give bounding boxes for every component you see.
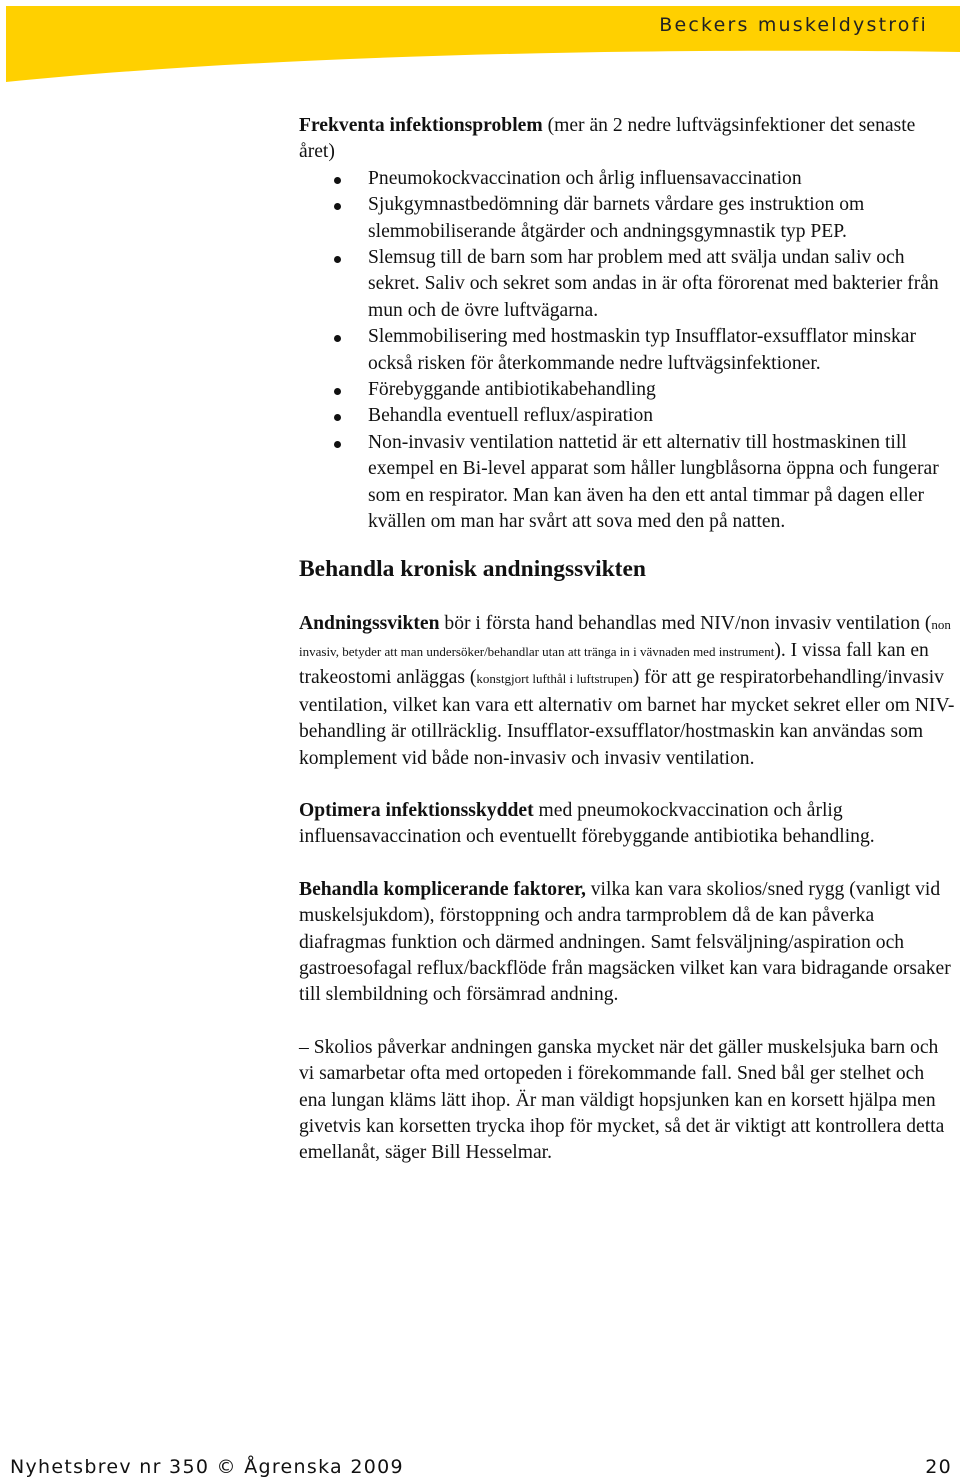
paragraph-infektionsskydd <box>299 798 955 851</box>
section1-heading-bold: Frekventa infektionsproblem <box>299 115 543 136</box>
section1-heading <box>299 113 955 166</box>
paragraph-bold: Optimera infektionsskyddet <box>299 799 534 821</box>
paragraph-text: bör i första hand behandlas med NIV/non invasiv ventilation ( <box>439 612 932 634</box>
section2-heading: Behandla kronisk andningssvikten <box>299 555 647 582</box>
section1-heading-rest: (mer än 2 nedre luftvägsinfektioner det senaste året) <box>299 115 916 163</box>
list-item: Förebyggande antibiotikabehandling <box>299 377 955 403</box>
paragraph-small-text: konstgjort lufthål i luftstrupen <box>476 671 633 687</box>
paragraph-text: ). I vissa fall kan en trakeostomi anläggas ( <box>299 639 929 689</box>
paragraph-text: med pneumokockvaccination och årlig influensavaccination och eventuellt förebyggande antibiotika behandling. <box>299 799 875 848</box>
paragraph-bold: Behandla komplicerande faktorer, <box>299 878 586 900</box>
page-number: 20 <box>925 1456 952 1478</box>
paragraph-quote: – Skolios påverkar andningen ganska mycket när det gäller muskelsjuka barn och vi samarbetar ofta med ortopeden i förekommande fall. Sned bål ger stelhet och ena lungan kläms lätt ihop. Är man väldigt hopsjunken kan en korsett hjälpa men givetvis kan korsetten trycka ihop för mycket, så det är viktigt att kontrollera detta emellanåt, säger Bill Hesselmar. <box>299 1036 945 1164</box>
list-item: Slemsug till de barn som har problem med att svälja undan saliv och sekret. Saliv och sekret som andas in är ofta förorenat med bakterier från mun och de övre luftvägarna. <box>299 245 955 324</box>
paragraph-faktorer <box>299 877 955 1009</box>
list-item: Sjukgymnastbedömning där barnets vårdare ges instruktion om slemmobiliserande åtgärder och andningsgymnastik typ PEP. <box>299 192 955 245</box>
paragraph-andningssvikten <box>299 611 955 772</box>
paragraph-text: ) för att ge respiratorbehandling/invasiv ventilation, vilket kan vara ett alternativ om barnet har mycket sekret eller om NIV-behandling är otillräcklig. Insufflator-exsufflator/hostmaskin kan användas som komplement vid både non-invasiv och invasiv ventilation. <box>299 667 955 769</box>
paragraph-small-text: non invasiv, betyder att man undersöker/behandlar utan att tränga in i vävnaden med instrument <box>299 616 951 659</box>
paragraph-text: vilka kan vara skolios/sned rygg (vanligt vid muskelsjukdom), förstoppning och andra tarmproblem då de kan påverka diafragmas funktion och därmed andningen. Samt felsväljning/aspiration och gastroesofagal reflux/backflöde från magsäcken vilket kan vara bidragande orsaker till slembildning och försämrad andning. <box>299 878 951 1006</box>
page-content <box>299 113 955 1167</box>
paragraph-bold: Andningssvikten <box>299 612 440 634</box>
list-item: Pneumokockvaccination och årlig influensavaccination <box>299 166 955 192</box>
list-item: Non-invasiv ventilation nattetid är ett alternativ till hostmaskinen till exempel en Bi-level apparat som håller lungblåsorna öppna och fungerar som en respirator. Man kan även ha den ett antal timmar på dagen eller kvällen om man har svårt att sova med den på natten. <box>299 430 955 536</box>
footer-text: Nyhetsbrev nr 350 © Ågrenska 2009 <box>10 1456 404 1478</box>
header-title: Beckers muskeldystrofi <box>659 14 928 36</box>
page-footer <box>10 1456 952 1478</box>
list-item: Slemmobilisering med hostmaskin typ Insufflator-exsufflator minskar också risken för återkommande nedre luftvägsinfektioner. <box>299 324 955 377</box>
treatment-list <box>299 166 955 536</box>
list-item: Behandla eventuell reflux/aspiration <box>299 403 955 429</box>
